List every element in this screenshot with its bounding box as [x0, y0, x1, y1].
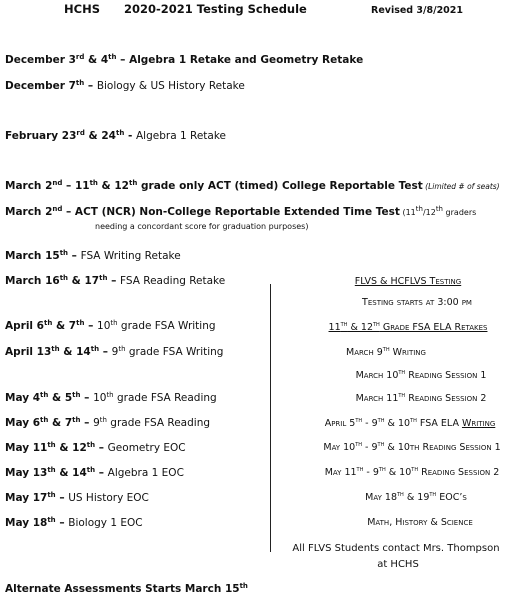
- schedule-date: March 16th & 17th –: [5, 274, 121, 287]
- schedule-note: (11th/12th graders: [399, 205, 477, 217]
- school-name: HCHS: [64, 2, 100, 16]
- schedule-row-mar2a: [5, 180, 500, 192]
- schedule-row-dec3: [5, 54, 363, 66]
- schedule-date: May 18th –: [5, 516, 69, 529]
- schedule-description: FSA Reading Retake: [120, 275, 226, 287]
- schedule-description: Algebra 1 Retake: [136, 130, 226, 142]
- schedule-row-may13: [5, 467, 184, 479]
- schedule-date: May 11th & 12th –: [5, 441, 108, 454]
- revised-date: Revised 3/8/2021: [371, 5, 464, 16]
- column-divider: [270, 284, 271, 552]
- schedule-description: Biology & US History Retake: [96, 80, 245, 92]
- schedule-date: December 7th –: [5, 79, 97, 92]
- schedule-note: (Limited # of seats): [422, 182, 500, 191]
- flvs-item-apr5: April 5th - 9th & 10th FSA ELA Writing: [324, 416, 496, 429]
- schedule-row-may11: [5, 442, 186, 454]
- schedule-date: March 2nd –: [5, 179, 75, 192]
- schedule-description: 10th grade FSA Writing: [97, 319, 216, 332]
- schedule-row-may17: [5, 492, 149, 504]
- schedule-date: April 6th & 7th –: [5, 319, 98, 332]
- schedule-date: February 23rd & 24th -: [5, 129, 136, 142]
- flvs-item-may11r: May 11th - 9th & 10th Reading Session 2: [324, 465, 500, 478]
- schedule-description: 9th grade FSA Reading: [93, 416, 211, 429]
- schedule-row-mar16: [5, 275, 225, 287]
- alternate-assessments-note: [5, 583, 248, 595]
- schedule-date: March 15th –: [5, 249, 81, 262]
- alternate-assessments-text: Alternate Assessments Starts March 15th: [5, 582, 248, 595]
- schedule-description: ACT (NCR) Non-College Reportable Extended Time Test: [71, 206, 400, 218]
- flvs-item-mar9: March 9th Writing: [346, 345, 426, 358]
- flvs-item-may10: May 10th - 9th & 10th Reading Session 1: [323, 440, 501, 453]
- schedule-description: Algebra 1 Retake and Geometry Retake: [129, 54, 364, 66]
- flvs-item-may18r: May 18th & 19th EOC’s: [365, 490, 467, 503]
- schedule-date: May 17th –: [5, 491, 69, 504]
- schedule-row-apr13: [5, 346, 223, 358]
- schedule-note-line2: needing a concordant score for graduation purposes): [95, 222, 309, 231]
- schedule-row-may18: [5, 517, 143, 529]
- schedule-row-apr6: [5, 320, 216, 332]
- schedule-row-mar2b: [5, 206, 476, 218]
- schedule-row-dec7: [5, 80, 245, 92]
- schedule-description: Biology 1 EOC: [68, 517, 143, 529]
- flvs-item-contact1: All FLVS Students contact Mrs. Thompson: [292, 543, 500, 554]
- flvs-item-mar11: March 11th Reading Session 2: [355, 391, 487, 404]
- schedule-row-mar15: [5, 250, 181, 262]
- schedule-date: May 6th & 7th –: [5, 416, 94, 429]
- schedule-description: Algebra 1 EOC: [107, 467, 184, 479]
- schedule-row-may4: [5, 392, 217, 404]
- schedule-date: May 13th & 14th –: [5, 466, 108, 479]
- schedule-date: April 13th & 14th –: [5, 345, 112, 358]
- flvs-item-start-time: Testing starts at 3:00 pm: [362, 297, 472, 308]
- schedule-description: US History EOC: [68, 492, 149, 504]
- flvs-item-flvs-title: FLVS & HCFLVS Testing: [354, 276, 462, 287]
- schedule-description: 9th grade FSA Writing: [111, 345, 224, 358]
- schedule-date: March 2nd –: [5, 205, 72, 218]
- schedule-description: 10th grade FSA Reading: [93, 391, 217, 404]
- flvs-item-retakes: 11th & 12th Grade FSA ELA Retakes: [328, 320, 488, 333]
- flvs-item-mar10: March 10th Reading Session 1: [355, 368, 487, 381]
- schedule-row-may6: [5, 417, 210, 429]
- schedule-row-feb23: [5, 130, 226, 142]
- document-title: 2020-2021 Testing Schedule: [124, 2, 307, 16]
- schedule-date: May 4th & 5th –: [5, 391, 94, 404]
- schedule-description: 11th & 12th grade only ACT (timed) College Reportable Test: [74, 179, 423, 192]
- flvs-item-contact2: at HCHS: [377, 559, 419, 570]
- flvs-item-subjects: Math, History & Science: [367, 517, 473, 528]
- schedule-description: FSA Writing Retake: [80, 250, 181, 262]
- schedule-description: Geometry EOC: [107, 442, 186, 454]
- schedule-date: December 3rd & 4th –: [5, 53, 130, 66]
